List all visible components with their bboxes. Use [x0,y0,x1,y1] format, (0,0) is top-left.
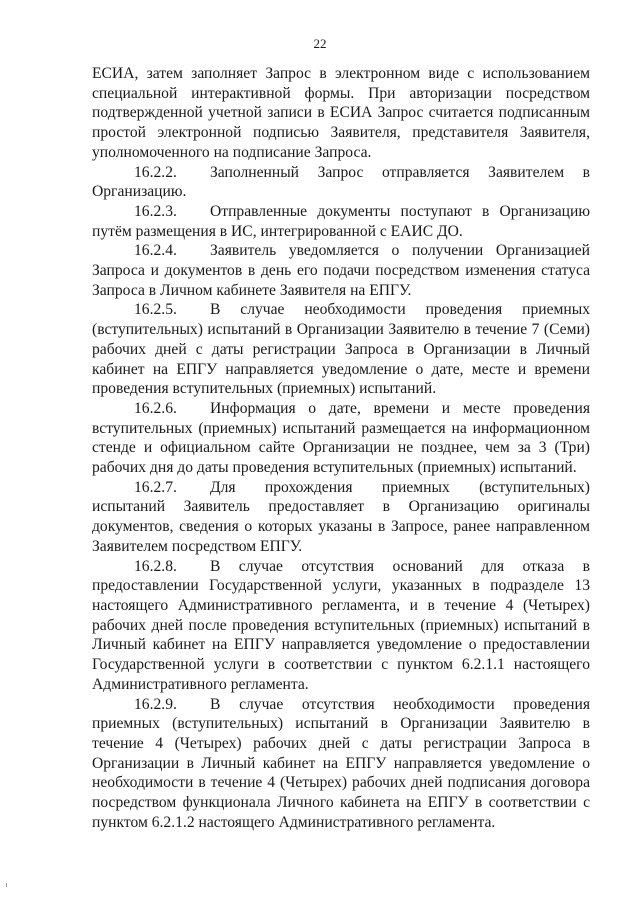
paragraph-16-2-2 [92,163,590,202]
scan-margin-mark [6,883,7,887]
clause-text: В случае отсутствия оснований для отказа в предоставлении Государственной услуги, указанных в подразделе 13 настоящего Административного регламента, и в течение 4 (Четырех) рабочих дней после проведения вступительных (приемных) испытаний в Личный кабинет на ЕПГУ направляется уведомление о предоставлении Государственной услуги в соответствии с пунктом 6.2.1.1 настоящего Административного регламента. [92,557,590,693]
clause-number: 16.2.6. [134,399,177,417]
clause-text: Отправленные документы поступают в Организацию путём размещения в ИС, интегрированной с ЕАИС ДО. [92,202,590,240]
paragraph-16-2-8 [92,557,590,695]
clause-text: Заявитель уведомляется о получении Организацией Запроса и документов в день его подачи посредством изменения статуса Запроса в Личном кабинете Заявителя на ЕПГУ. [92,242,590,299]
paragraph-16-2-4 [92,241,590,300]
clause-text: В случае отсутствия необходимости проведения приемных (вступительных) испытаний в Организации Заявителю в течение 4 (Четырех) рабочих дней с даты регистрации Запроса в Организации в Личный кабинет на ЕПГУ направляется уведомление о необходимости в течение 4 (Четырех) рабочих дней подписания договора посредством функционала Личного кабинета на ЕПГУ в соответствии с пунктом 6.2.1.2 настоящего Административного регламента. [92,695,590,831]
paragraph-16-2-9 [92,695,590,833]
paragraph-16-2-5 [92,300,590,399]
paragraph-16-2-7 [92,478,590,557]
clause-text: Для прохождения приемных (вступительных) испытаний Заявитель предоставляет в Организацию оригиналы документов, сведения о которых указаны в Запросе, ранее направленном Заявителем посредством ЕПГУ. [92,478,590,555]
document-body [92,64,590,832]
clause-number: 16.2.7. [134,478,177,496]
clause-number: 16.2.5. [134,301,177,319]
intro-paragraph: ЕСИА, затем заполняет Запрос в электронном виде с использованием специальной интерактивной формы. При авторизации посредством подтвержденной учетной записи в ЕСИА Запрос считается подписанным простой электронной подписью Заявителя, представителя Заявителя, уполномоченного на подписание Запроса. [92,65,590,161]
paragraph-16-2-3 [92,202,590,241]
clause-text: Информация о дате, времени и месте проведения вступительных (приемных) испытаний размещается на информационном стенде и официальном сайте Организации не позднее, чем за 3 (Три) рабочих дня до даты проведения вступительных (приемных) испытаний. [92,399,590,477]
clause-number: 16.2.8. [134,557,177,575]
clause-text: Заполненный Запрос отправляется Заявителем в Организацию. [92,163,590,201]
paragraph-16-2-6 [92,399,590,478]
clause-number: 16.2.4. [134,242,177,260]
clause-number: 16.2.2. [134,163,177,181]
clause-number: 16.2.9. [134,695,177,713]
clause-number: 16.2.3. [134,202,177,220]
page-number: 22 [313,36,327,51]
clause-text: В случае необходимости проведения приемных (вступительных) испытаний в Организации Заявителю в течение 7 (Семи) рабочих дней с даты регистрации Запроса в Организации в Личный кабинет на ЕПГУ направляется уведомление о дате, месте и времени проведения вступительных (приемных) испытаний. [92,301,590,398]
